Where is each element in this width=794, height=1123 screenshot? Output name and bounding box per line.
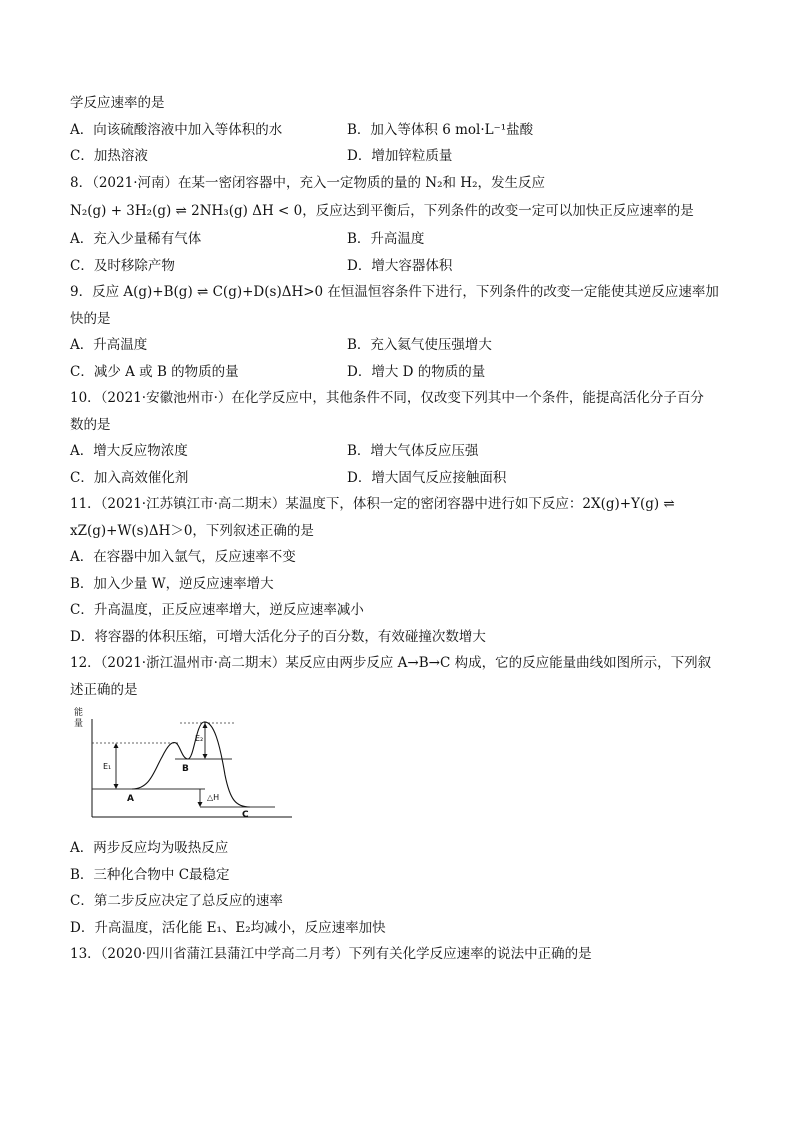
q10-option-c: C．加入高效催化剂	[70, 469, 189, 486]
q8-stem: 8．（2021·河南）在某一密闭容器中，充入一定物质的量的 N₂和 H₂，发生反应	[70, 174, 545, 191]
e1-label: E₁	[103, 762, 112, 771]
q11-option-b: B．加入少量 W，逆反应速率增大	[70, 575, 274, 592]
q8-formula: N₂(g) + 3H₂(g) ⇌ 2NH₃(g) ΔH < 0，反应达到平衡后，下列条件的改变一定可以加快正反应速率的是	[70, 203, 694, 219]
e2-label: E₂	[195, 734, 204, 743]
q12-stem: 12．（2021·浙江温州市·高二期末）某反应由两步反应 A→B→C 构成，它的反应能量曲线如图所示，下列叙	[70, 655, 712, 671]
q9-option-a: A．升高温度	[70, 337, 148, 353]
q10-options-ab	[70, 438, 730, 465]
e1-arrowhead-top	[114, 743, 119, 748]
q10-stem-tail: 数的是	[70, 416, 111, 433]
q10-option-b: B．增大气体反应压强	[347, 443, 479, 459]
q12-option-a: A．两步反应均为吸热反应	[70, 840, 229, 856]
reaction-energy-curve	[132, 722, 250, 807]
q7-stem-tail: 学反应速率的是	[70, 95, 165, 111]
q7-options-ab	[70, 117, 730, 144]
point-a-label: A	[127, 794, 134, 804]
q13-stem: 13．（2020·四川省蒲江县蒲江中学高二月考）下列有关化学反应速率的说法中正确的是	[70, 946, 592, 962]
q9-options-ab	[70, 332, 730, 359]
q11-stem-tail: xZ(g)+W(s)ΔH＞0，下列叙述正确的是	[70, 522, 314, 539]
q12-option-c: C．第二步反应决定了总反应的速率	[70, 893, 283, 909]
q9-option-d: D．增大 D 的物质的量	[347, 363, 486, 380]
q12-stem-tail: 述正确的是	[70, 681, 138, 698]
q7-option-d: D．增加锌粒质量	[347, 148, 453, 164]
y-axis-label-2: 量	[74, 719, 84, 729]
q9-stem: 9．反应 A(g)+B(g) ⇌ C(g)+D(s)ΔH>0 在恒温恒容条件下进行，下列条件的改变一定能使其逆反应速率加	[70, 284, 719, 300]
q11-option-c: C．升高温度，正反应速率增大，逆反应速率减小	[70, 602, 364, 618]
dh-arrowhead	[198, 802, 203, 807]
question-page	[70, 90, 730, 968]
q7-option-a: A．向该硫酸溶液中加入等体积的水	[70, 121, 283, 138]
q9-option-c: C．减少 A 或 B 的物质的量	[70, 363, 239, 380]
q8-options-cd	[70, 253, 730, 280]
q9-option-b: B．充入氦气使压强增大	[347, 337, 492, 353]
point-c-label: C	[242, 810, 249, 820]
q8-option-c: C．及时移除产物	[70, 257, 175, 274]
q9-stem-tail: 快的是	[70, 310, 111, 327]
q7-options-cd	[70, 143, 730, 170]
q10-option-a: A．增大反应物浓度	[70, 443, 188, 459]
q12-option-d: D．升高温度，活化能 E₁、E₂均减小，反应速率加快	[70, 919, 386, 936]
energy-diagram	[70, 705, 300, 833]
q8-options-ab	[70, 226, 730, 253]
q8-option-d: D．增大容器体积	[347, 257, 453, 274]
q10-options-cd	[70, 465, 730, 492]
q7-option-c: C．加热溶液	[70, 148, 148, 164]
q11-option-a: A．在容器中加入氩气，反应速率不变	[70, 549, 296, 565]
e2-arrowhead-top	[203, 723, 208, 728]
q8-option-a: A．充入少量稀有气体	[70, 231, 202, 247]
q9-options-cd	[70, 359, 730, 386]
q8-option-b: B．升高温度	[347, 231, 425, 247]
e1-arrowhead-bottom	[114, 784, 119, 789]
q11-option-d: D．将容器的体积压缩，可增大活化分子的百分数，有效碰撞次数增大	[70, 628, 486, 645]
e2-arrowhead-bottom	[203, 754, 208, 759]
q10-option-d: D．增大固气反应接触面积	[347, 469, 507, 486]
point-b-label: B	[182, 764, 189, 774]
dh-label: △H	[207, 793, 220, 802]
q10-stem: 10．（2021·安徽池州市·）在化学反应中，其他条件不同，仅改变下列其中一个条件，能提高活化分子百分	[70, 390, 704, 406]
q12-option-b: B．三种化合物中 C最稳定	[70, 866, 230, 883]
q7-option-b: B．加入等体积 6 mol·L⁻¹盐酸	[347, 121, 534, 138]
y-axis-label-1: 能	[74, 708, 84, 718]
q11-stem: 11．（2021·江苏镇江市·高二期末）某温度下，体积一定的密闭容器中进行如下反应：2X(g)+Y(g) ⇌	[70, 496, 675, 512]
